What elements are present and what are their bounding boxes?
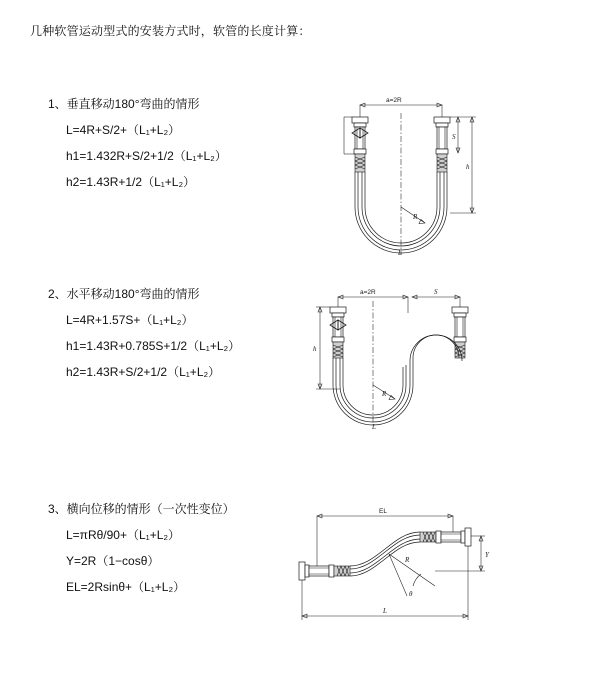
svg-text:EL: EL — [379, 508, 387, 515]
svg-text:a=2R: a=2R — [360, 289, 376, 296]
section-2-text — [48, 285, 308, 389]
section-2-formula-2: h1=1.43R+0.785S+1/2（L₁+L₂） — [66, 339, 241, 353]
section-3-formula-2: Y=2R（1−cosθ） — [66, 554, 160, 568]
section-1-formula-1: L=4R+S/2+（L₁+L₂） — [66, 123, 181, 137]
svg-text:θ: θ — [409, 590, 413, 598]
svg-text:R: R — [413, 213, 418, 221]
lateral-offset-diagram — [285, 500, 500, 635]
section-1-formula-3: h2=1.43R+1/2（L₁+L₂） — [66, 175, 196, 189]
dim-R — [401, 207, 425, 224]
right-flange-3 — [420, 528, 471, 546]
section-3-text — [48, 500, 308, 604]
left-flange-and-pipe-2 — [330, 307, 346, 358]
section-3-title: 3、横向位移的情形（一次性变位） — [48, 502, 235, 516]
section-2-title: 2、水平移动180°弯曲的情形 — [48, 287, 200, 301]
svg-text:L: L — [383, 607, 387, 615]
dim-S — [452, 117, 460, 153]
section-1-title: 1、垂直移动180°弯曲的情形 — [48, 97, 200, 111]
svg-text:Y: Y — [485, 551, 489, 559]
svg-text:R: R — [405, 556, 410, 564]
left-flange-and-pipe — [352, 117, 368, 172]
left-flange-3 — [299, 562, 350, 580]
s-curve-hose — [350, 532, 420, 576]
dim-L-3 — [302, 546, 468, 620]
vertical-180-bend-diagram — [300, 95, 490, 270]
svg-text:S: S — [434, 288, 438, 296]
right-flange-and-pipe — [434, 117, 450, 172]
offset-u-hose — [333, 335, 462, 425]
section-2-formula-1: L=4R+1.57S+（L₁+L₂） — [66, 313, 194, 327]
section-2-formula-3: h2=1.43R+S/2+1/2（L₁+L₂） — [66, 365, 221, 379]
svg-text:h: h — [466, 163, 470, 171]
dim-a-2R — [360, 97, 442, 123]
page-title: 几种软管运动型式的安装方式时，软管的长度计算： — [30, 24, 311, 38]
dim-R-2 — [373, 385, 395, 400]
section-3-formula-3: EL=2Rsinθ+（L₁+L₂） — [66, 580, 186, 594]
section-1-formula-2: h1=1.432R+S/2+1/2（L₁+L₂） — [66, 149, 227, 163]
dim-R-3 — [389, 554, 435, 598]
svg-text:h: h — [313, 345, 317, 353]
dim-L — [397, 249, 402, 257]
svg-text:R: R — [382, 390, 387, 398]
svg-text:L: L — [398, 249, 402, 257]
svg-text:S: S — [452, 133, 456, 141]
valve-symbol — [352, 128, 368, 138]
svg-text:a=2R: a=2R — [386, 97, 402, 104]
section-1-text — [48, 95, 308, 199]
horizontal-180-bend-diagram — [300, 285, 490, 445]
section-3-formula-1: L=πRθ/90+（L₁+L₂） — [66, 528, 181, 542]
svg-text:L: L — [372, 423, 376, 431]
dim-h — [450, 117, 476, 213]
